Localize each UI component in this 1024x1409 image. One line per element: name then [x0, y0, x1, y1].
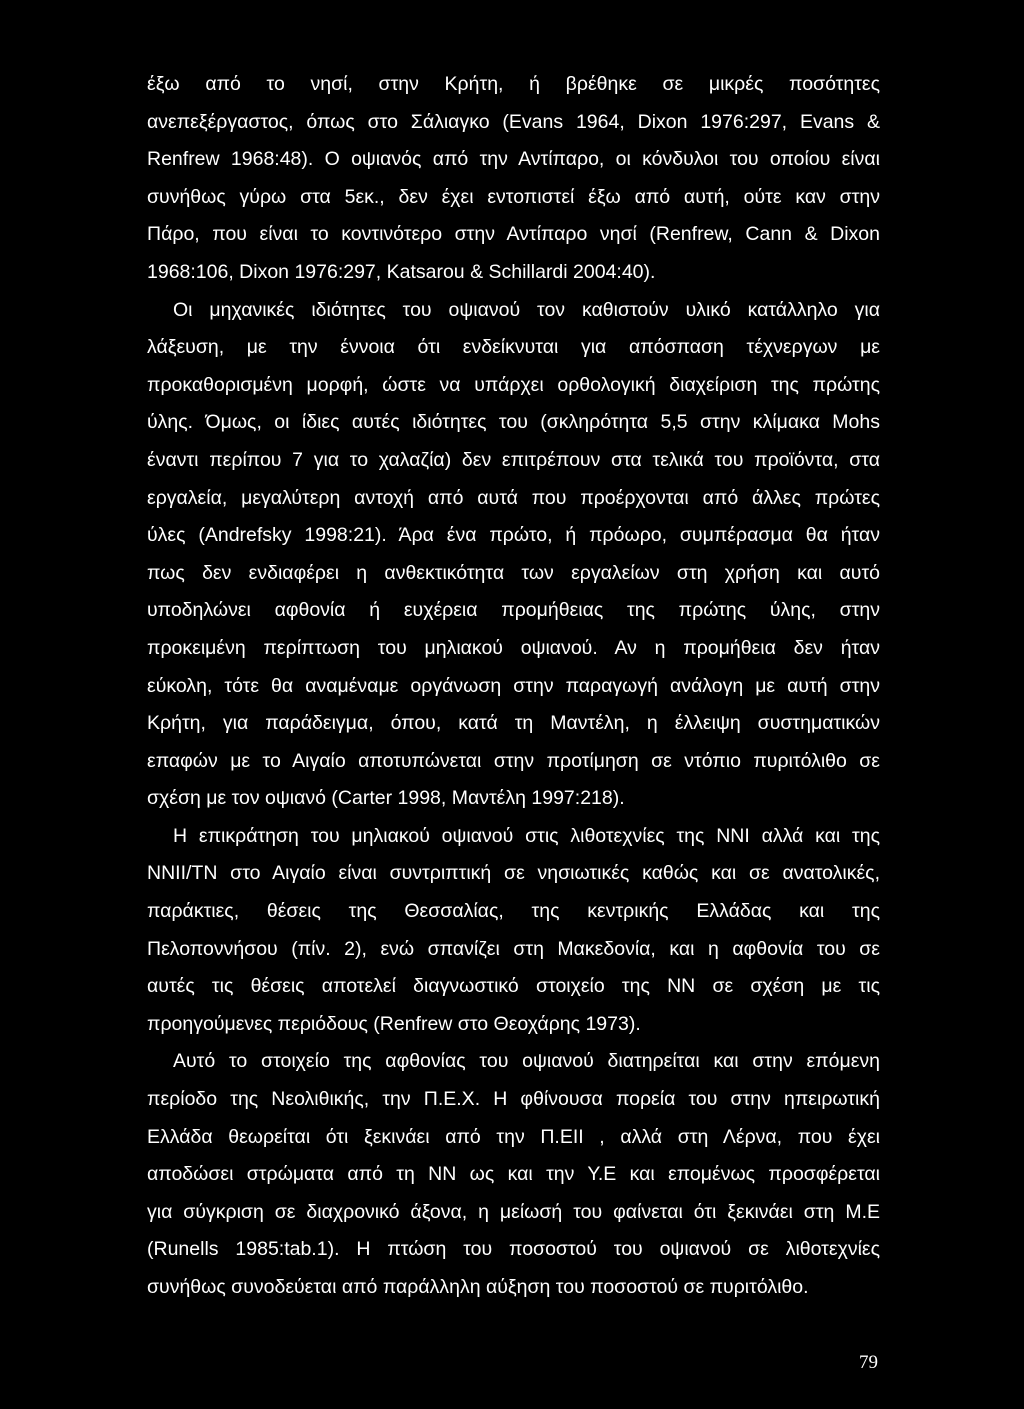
text-line: συνήθως συνοδεύεται από παράλληλη αύξηση του ποσοστού σε πυριτόλιθο.: [147, 1276, 809, 1298]
text-line: Κρήτη, για παράδειγμα, όπου, κατά τη Μαντέλη, η έλλειψη συστηματικών: [147, 712, 880, 735]
text-line: Οι μηχανικές ιδιότητες του οψιανού τον καθιστούν υλικό κατάλληλο για: [173, 298, 880, 321]
text-line: ύλης. Όμως, οι ίδιες αυτές ιδιότητες του (σκληρότητα 5,5 στην κλίμακα Mohs: [147, 411, 880, 434]
page-number: 79: [859, 1352, 878, 1373]
text-line: έναντι περίπου 7 για το χαλαζία) δεν επιτρέπουν στα τελικά του προϊόντα, στα: [147, 448, 880, 471]
text-line: Ελλάδα θεωρείται ότι ξεκινάει από την Π.ΕΙΙ , αλλά στη Λέρνα, που έχει: [147, 1125, 880, 1148]
text-line: έξω από το νησί, στην Κρήτη, ή βρέθηκε σε μικρές ποσότητες: [147, 73, 880, 95]
text-line: ΝΝΙΙ/ΤΝ στο Αιγαίο είναι συντριπτική σε νησιωτικές καθώς και σε ανατολικές,: [147, 862, 880, 885]
text-line: αυτές τις θέσεις αποτελεί διαγνωστικό στοιχείο της ΝΝ σε σχέση με τις: [147, 975, 880, 998]
text-line: Αυτό το στοιχείο της αφθονίας του οψιανού διατηρείται και στην επόμενη: [173, 1050, 880, 1073]
text-line: Η επικράτηση του μηλιακού οψιανού στις λιθοτεχνίες της ΝΝΙ αλλά και της: [173, 824, 880, 847]
text-line: (Runells 1985:tab.1). Η πτώση του ποσοστού του οψιανού σε λιθοτεχνίες: [147, 1238, 880, 1261]
text-line: Renfrew 1968:48). Ο οψιανός από την Αντίπαρο, οι κόνδυλοι του οποίου είναι: [147, 148, 880, 171]
text-line: περίοδο της Νεολιθικής, την Π.Ε.Χ. Η φθίνουσα πορεία του στην ηπειρωτική: [147, 1088, 880, 1111]
text-line: 1968:106, Dixon 1976:297, Katsarou & Schillardi 2004:40).: [147, 260, 656, 283]
text-line: σχέση με τον οψιανό (Carter 1998, Μαντέλη 1997:218).: [147, 787, 625, 810]
text-line: για σύγκριση σε διαχρονικό άξονα, η μείωσή του φαίνεται ότι ξεκινάει στη Μ.Ε: [147, 1200, 880, 1223]
text-line: ανεπεξέργαστος, όπως στο Σάλιαγκο (Evans 1964, Dixon 1976:297, Evans &: [147, 110, 880, 133]
body-text: [147, 66, 880, 1307]
text-line: υποδηλώνει αφθονία ή ευχέρεια προμήθειας της πρώτης ύλης, στην: [147, 599, 880, 622]
text-line: πως δεν ενδιαφέρει η ανθεκτικότητα των εργαλείων στη χρήση και αυτό: [147, 561, 880, 584]
text-line: εργαλεία, μεγαλύτερη αντοχή από αυτά που προέρχονται από άλλες πρώτες: [147, 486, 880, 509]
text-line: συνήθως γύρω στα 5εκ., δεν έχει εντοπιστεί έξω από αυτή, ούτε καν στην: [147, 185, 880, 208]
text-line: προηγούμενες περιόδους (Renfrew στο Θεοχάρης 1973).: [147, 1012, 641, 1035]
text-line: παράκτιες, θέσεις της Θεσσαλίας, της κεντρικής Ελλάδας και της: [147, 900, 880, 923]
text-line: Πάρο, που είναι το κοντινότερο στην Αντίπαρο νησί (Renfrew, Cann & Dixon: [147, 223, 880, 246]
text-line: ύλες (Andrefsky 1998:21). Άρα ένα πρώτο, ή πρόωρο, συμπέρασμα θα ήταν: [147, 524, 880, 547]
text-line: προκαθορισμένη μορφή, ώστε να υπάρχει ορθολογική διαχείριση της πρώτης: [147, 373, 880, 396]
text-line: εύκολη, τότε θα αναμέναμε οργάνωση στην παραγωγή ανάλογη με αυτή στην: [147, 674, 880, 697]
text-line: επαφών με το Αιγαίο αποτυπώνεται στην προτίμηση σε ντόπιο πυριτόλιθο σε: [147, 749, 880, 772]
text-line: Πελοποννήσου (πίν. 2), ενώ σπανίζει στη Μακεδονία, και η αφθονία του σε: [147, 937, 880, 960]
text-line: αποδώσει στρώματα από τη ΝΝ ως και την Υ.Ε και επομένως προσφέρεται: [147, 1163, 880, 1186]
text-line: λάξευση, με την έννοια ότι ενδείκνυται για απόσπαση τέχνεργων με: [147, 336, 880, 359]
text-line: προκειμένη περίπτωση του μηλιακού οψιανού. Αν η προμήθεια δεν ήταν: [147, 636, 880, 659]
